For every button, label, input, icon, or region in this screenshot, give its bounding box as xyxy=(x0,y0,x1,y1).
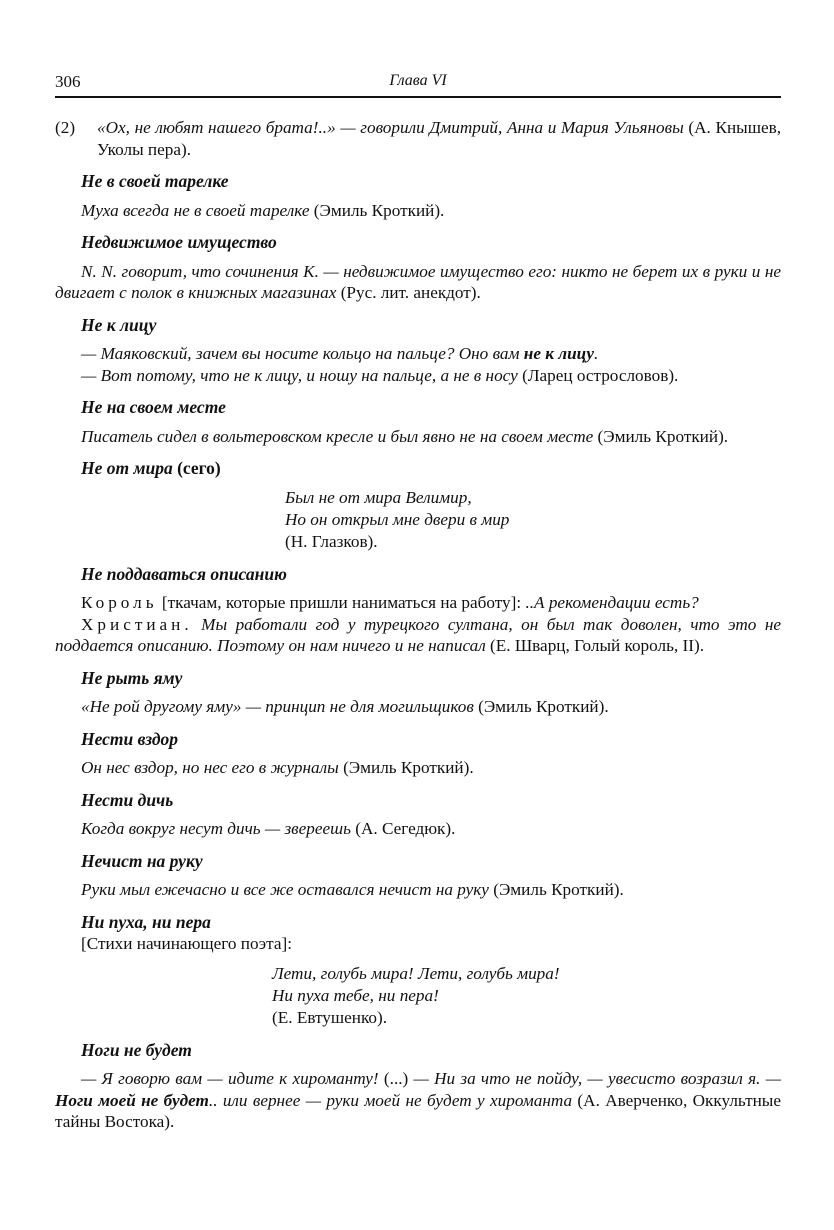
source: (Эмиль Кроткий). xyxy=(338,758,474,777)
entry-title: Нести дичь xyxy=(81,789,174,810)
highlighted-phrase: не к лицу xyxy=(523,344,595,363)
quote: — Ни за что не пойду, — увесисто возразил я. — xyxy=(408,1069,781,1088)
entry-title: Нечист на руку xyxy=(81,850,203,871)
source: (Е. Шварц, Голый король, II). xyxy=(485,636,704,655)
highlighted-phrase: Ноги моей не будет xyxy=(55,1090,209,1110)
dialogue-line: ..А рекомендации есть? xyxy=(525,593,699,612)
entry-title xyxy=(81,458,781,480)
quote: Руки мыл ежечасно и все же оставался нечист на руку xyxy=(81,880,489,899)
dialogue-line: , он был так доволен, что это не поддается описанию. Поэтому он нам ничего и не написал xyxy=(55,614,781,655)
title-suffix: (сего) xyxy=(172,458,221,478)
source: (Е. Евтушенко). xyxy=(272,1007,388,1027)
entry-title: Не в своей тарелке xyxy=(81,171,229,191)
entry-title: Нести вздор xyxy=(81,728,179,749)
entry xyxy=(55,729,781,779)
verse xyxy=(272,963,781,1029)
entry-title: Не к лицу xyxy=(81,314,157,335)
entry xyxy=(55,668,781,718)
speaker: Король xyxy=(81,593,158,612)
entry xyxy=(55,564,781,657)
entry-title: Недвижимое имущество xyxy=(81,232,277,252)
source: (А. Кнышев, Уколы пера). xyxy=(97,118,781,159)
quote: Он нес вздор, но нес его в журналы xyxy=(81,758,339,777)
quote: «Ох, не любят нашего брата!..» — говорили Дмитрий, Анна и Мария Ульяновы xyxy=(97,118,684,137)
entry-title: Не рыть яму xyxy=(81,667,183,688)
ellipsis: (...) xyxy=(383,1069,409,1088)
entry xyxy=(55,315,781,387)
dialogue-line: — Вот потому, что не к лицу, и ношу на пальце, а не в носу xyxy=(81,365,518,385)
chapter-title: Глава VI xyxy=(389,72,447,89)
source: (Эмиль Кроткий). xyxy=(473,697,609,716)
intro: [Стихи начинающего поэта]: xyxy=(81,934,293,953)
source: (А. Аверченко, Оккультные тайны Востока). xyxy=(55,1090,781,1131)
entry-title: Не поддаваться описанию xyxy=(81,563,287,584)
entry xyxy=(55,171,781,221)
punct: . xyxy=(594,344,599,363)
verse-line: Но он открыл мне двери в мир xyxy=(285,509,510,529)
running-header xyxy=(55,70,781,98)
entry-number: (2) xyxy=(55,118,76,137)
entry xyxy=(55,232,781,304)
dialogue-line: — Маяковский, зачем вы носите кольцо на пальце? Оно вам xyxy=(81,344,524,363)
quote: Муха всегда не в своей тарелке xyxy=(81,200,310,220)
page-number: 306 xyxy=(55,72,81,91)
source: (А. Сегедюк). xyxy=(350,819,456,838)
title-text: Не от мира xyxy=(81,458,173,478)
source: (Рус. лит. анекдот). xyxy=(336,283,481,302)
source: (Эмиль Кроткий). xyxy=(309,200,445,220)
entry-title: Ноги не будет xyxy=(81,1039,192,1060)
speaker: Христиан. xyxy=(81,614,193,634)
entry xyxy=(55,912,781,1029)
entry xyxy=(55,1040,781,1133)
source: (Эмиль Кроткий). xyxy=(593,426,729,446)
page-body xyxy=(55,117,781,1133)
quote: Писатель сидел в вольтеровском кресле и был явно не на своем месте xyxy=(81,426,594,446)
entry xyxy=(55,458,781,553)
entry-numbered xyxy=(55,117,781,160)
entry xyxy=(55,397,781,447)
source: (Н. Глазков). xyxy=(285,531,378,551)
verse-line: Лети, голубь мира! Лети, голубь мира! xyxy=(272,963,560,983)
entry-title: Не на своем месте xyxy=(81,397,226,417)
dialogue-line: Мы работали год у турецкого султана xyxy=(192,614,509,634)
quote: «Не рой другому яму» — принцип не для могильщиков xyxy=(81,697,474,716)
entry xyxy=(55,851,781,901)
verse-line: Был не от мира Велимир, xyxy=(285,487,472,507)
stage-direction: [ткачам, которые пришли наниматься на работу]: xyxy=(157,593,526,612)
verse-line: Ни пуха тебе, ни пера! xyxy=(272,985,439,1005)
source: (Ларец острословов). xyxy=(517,365,679,385)
quote: .. или вернее — руки моей не будет у хироманта xyxy=(208,1090,573,1110)
quote: — Я говорю вам — идите к хироманту! xyxy=(81,1069,384,1088)
source: (Эмиль Кроткий). xyxy=(488,880,624,899)
entry xyxy=(55,790,781,840)
quote: N. N. говорит, что сочинения К. — недвижимое имущество его: никто не берет их в руки и не двигает с полок в книжных магазинах xyxy=(55,261,781,302)
entry-title: Ни пуха, ни пера xyxy=(81,911,211,932)
book-page xyxy=(55,70,781,1133)
quote: Когда вокруг несут дичь — звереешь xyxy=(81,819,351,838)
verse xyxy=(285,487,781,553)
